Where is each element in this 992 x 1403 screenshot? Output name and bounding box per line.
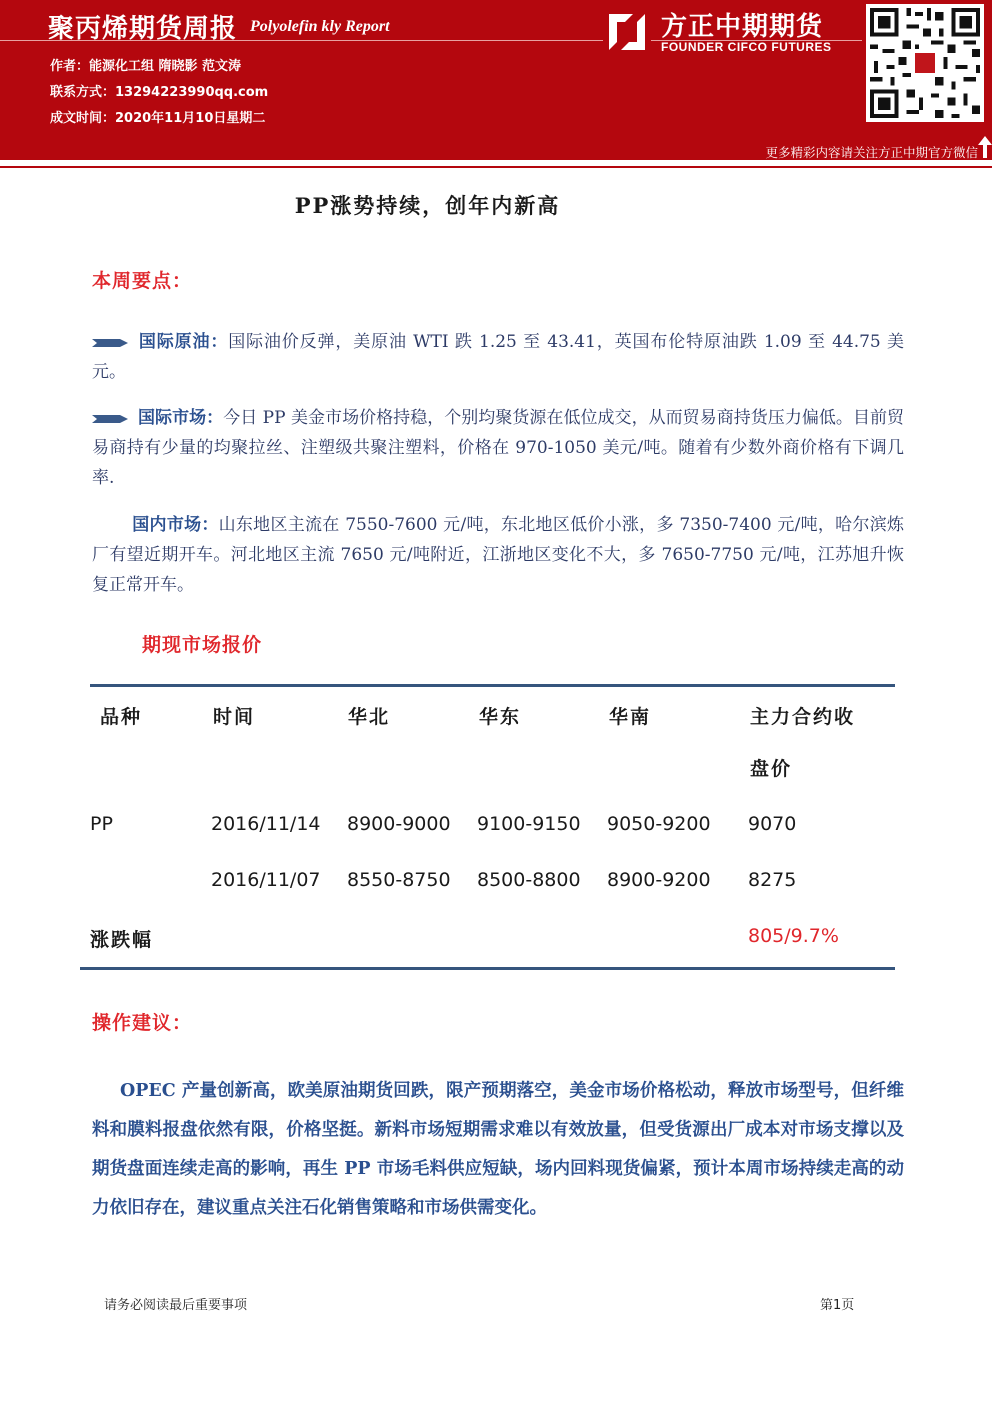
report-header: [0, 0, 992, 160]
col-header-close-line2: 盘价: [750, 758, 793, 780]
col-header-product: 品种: [100, 706, 143, 728]
doc-title: PP涨势持续，创年内新高: [294, 193, 561, 218]
highlights-heading: 本周要点：: [92, 270, 193, 292]
domestic-label: 国内市场：: [132, 515, 219, 535]
brand-name-cn: 方正中期期货: [661, 12, 824, 42]
table-cell: 9070: [748, 813, 797, 835]
brand-name-en: FOUNDER CIFCO FUTURES: [661, 40, 832, 54]
contact-line: 联系方式：13294223990qq.com: [50, 85, 269, 100]
brand-block: [603, 6, 863, 58]
intl-label: 国际市场：: [138, 408, 224, 428]
col-header-north: 华北: [348, 706, 391, 728]
table-cell: 8275: [748, 869, 797, 891]
table-cell: 9100-9150: [477, 813, 581, 835]
report-title: 聚丙烯期货周报: [48, 14, 238, 44]
table-top-rule: [90, 684, 895, 687]
page-number: 第1页: [820, 1298, 855, 1313]
table-cell: PP: [90, 813, 113, 835]
crude-label: 国际原油：: [138, 332, 229, 352]
crude-text: 国际油价反弹，美原油 WTI 跌 1.25 至 43.41，英国布伦特原油跌 1.09 至 44.75 美元。: [92, 332, 905, 382]
intl-text: 今日 PP 美金市场价格持稳，个别均聚货源在低位成交，从而贸易商持货压力偏低。目前贸易商持有少量的均聚拉丝、注塑级共聚注塑料，价格在 970-1050 美元/吨。随着有少数外商价格有下调几率.: [92, 408, 905, 488]
col-header-east: 华东: [479, 706, 522, 728]
table-cell: 8900-9200: [607, 869, 711, 891]
quote-table: [80, 684, 895, 970]
arrow-up-icon: [978, 136, 992, 158]
domestic-paragraph: [92, 510, 904, 600]
advice-paragraph: [92, 1072, 904, 1228]
table-cell: 8500-8800: [477, 869, 581, 891]
header-bottom-rule: [0, 166, 992, 168]
arrow-bullet-icon: [92, 337, 128, 349]
report-subtitle: Polyolefin kly Report: [250, 18, 390, 35]
col-header-south: 华南: [609, 706, 652, 728]
domestic-text: 山东地区主流在 7550-7600 元/吨，东北地区低价小涨，多 7350-7400 元/吨，哈尔滨炼厂有望近期开车。河北地区主流 7650 元/吨附近，江浙地区变化不大，多 7650-7750 元/吨，江苏旭升恢复正常开车。: [92, 515, 904, 595]
quotes-heading: 期现市场报价: [142, 634, 263, 656]
intl-paragraph: [92, 403, 904, 493]
crude-paragraph: [92, 327, 904, 387]
qr-code-icon[interactable]: [866, 4, 984, 122]
author-line: 作者：能源化工组 隋晓影 范文涛: [50, 59, 242, 74]
col-header-close: 主力合约收: [750, 706, 856, 728]
table-cell: 8900-9000: [347, 813, 451, 835]
change-label: 涨跌幅: [90, 929, 154, 951]
table-cell: 2016/11/07: [211, 869, 321, 891]
arrow-bullet-icon: [92, 413, 128, 425]
advice-text: OPEC 产量创新高，欧美原油期货回跌，限产预期落空，美金市场价格松动，释放市场型号，但纤维料和膜料报盘依然有限，价格坚挺。新料市场短期需求难以有效放量，但受货源出厂成本对市场支撑以及期货盘面连续走高的影响，再生 PP 市场毛料供应短缺，场内回料现货偏紧，预计本周市场持续走高的动力依旧存在，建议重点关注石化销售策略和市场供需变化。: [92, 1081, 904, 1218]
footer-notice: 请务必阅读最后重要事项: [104, 1298, 248, 1313]
table-cell: 8550-8750: [347, 869, 451, 891]
date-line: 成文时间：2020年11月10日星期二: [50, 111, 266, 126]
table-cell: 2016/11/14: [211, 813, 321, 835]
follow-wechat-text: 更多精彩内容请关注方正中期官方微信: [765, 145, 978, 160]
change-value: 805/9.7%: [748, 925, 839, 947]
advice-heading: 操作建议：: [92, 1012, 193, 1034]
table-cell: 9050-9200: [607, 813, 711, 835]
table-bottom-rule: [80, 967, 895, 970]
founder-logo-icon: [603, 8, 651, 56]
col-header-date: 时间: [213, 706, 256, 728]
